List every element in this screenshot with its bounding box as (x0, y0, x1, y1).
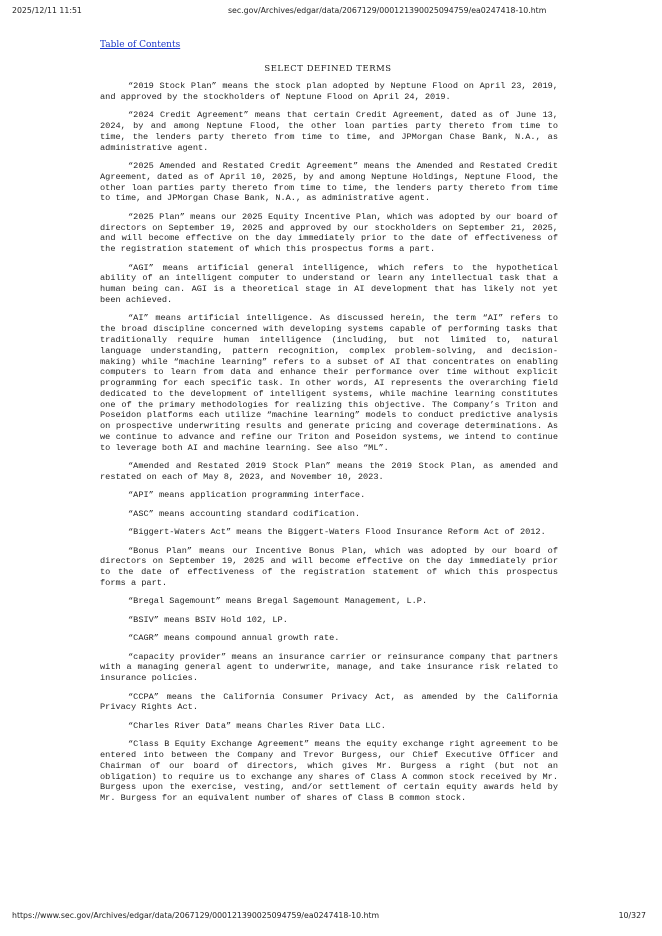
print-datetime: 2025/12/11 11:51 (12, 6, 82, 15)
definition-bsiv: “BSIV” means BSIV Hold 102, LP. (128, 614, 288, 625)
table-of-contents-link[interactable]: Table of Contents (100, 40, 181, 50)
definition-2025-plan: “2025 Plan” means our 2025 Equity Incentive Plan, which was adopted by our board of directors on September 19, 2025 and approved by our stockholders on September 21, 2025, and will become effective on the day immediately prior to the date of effectiveness of the registration statement of which this prospectus forms a part. (100, 211, 558, 255)
definition-bonus-plan: “Bonus Plan” means our Incentive Bonus Plan, which was adopted by our board of directors on September 19, 2025 and will become effective on the day immediately prior to the date of effectiveness of the registration statement of which this prospectus forms a part. (100, 545, 558, 589)
definition-asc: “ASC” means accounting standard codification. (128, 508, 361, 519)
definition-ccpa: “CCPA” means the California Consumer Privacy Act, as amended by the California Privacy Rights Act. (100, 691, 558, 713)
print-page-counter: 10/327 (618, 911, 646, 920)
definition-capacity-provider: “capacity provider” means an insurance carrier or reinsurance company that partners with a managing general agent to underwrite, manage, and take insurance risk related to insurance policies. (100, 651, 558, 684)
definition-cagr: “CAGR” means compound annual growth rate. (128, 633, 340, 644)
definition-2025-amended-credit-agreement: “2025 Amended and Restated Credit Agreement” means the Amended and Restated Credit Agreement, dated as of April 10, 2025, by and among Neptune Holdings, Neptune Flood, the other loan parties party thereto from time to time, the lenders party thereto from time to time, and JPMorgan Chase Bank, N.A., as administrative agent. (100, 160, 558, 204)
definitions-list (100, 81, 558, 812)
definition-charles-river-data: “Charles River Data” means Charles River Data LLC. (128, 720, 386, 731)
print-page-url: sec.gov/Archives/edgar/data/2067129/000121390025094759/ea0247418-10.htm (228, 6, 547, 15)
definition-class-b-equity-exchange: “Class B Equity Exchange Agreement” means the equity exchange right agreement to be entered into between the Company and Trevor Burgess, our Chief Executive Officer and Chairman of our board of directors, which gives Mr. Burgess a right (but not an obligation) to require us to exchange any shares of Class A common stock received by Mr. Burgess upon the exercise, vesting, and/or settlement of certain equity awards held by Mr. Burgess for an equivalent number of shares of Class B common stock. (100, 739, 558, 804)
definition-api: “API” means application programming interface. (128, 490, 366, 501)
definition-amended-2019-stock-plan: “Amended and Restated 2019 Stock Plan” means the 2019 Stock Plan, as amended and restated on each of May 8, 2023, and November 10, 2023. (100, 461, 558, 483)
section-title: SELECT DEFINED TERMS (264, 63, 392, 73)
definition-ai: “AI” means artificial intelligence. As discussed herein, the term “AI” refers to the broad discipline concerned with developing systems capable of performing tasks that traditionally require human intelligence (including, but not limited to, natural language understanding, pattern recognition, complex problem-solving, and decision-making) while “machine learning” refers to a subset of AI that concentrates on enabling computers to learn from data and enhance their performance over time without explicit programming for each specific task. In other words, AI represents the overarching field dedicated to the development of intelligent systems, while machine learning constitutes one of the primary methodologies for realizing this objective. The Company’s Triton and Poseidon platforms each utilize “machine learning” models to conduct predictive analysis on prospective underwriting results and generate pricing and coverage determinations. As we continue to advance and refine our Triton and Poseidon systems, we intend to continue to leverage both AI and machine learning. See also “ML”. (100, 313, 558, 453)
definition-2019-stock-plan: “2019 Stock Plan” means the stock plan adopted by Neptune Flood on April 23, 2019, and approved by the stockholders of Neptune Flood on April 24, 2019. (100, 81, 558, 102)
definition-bregal-sagemount: “Bregal Sagemount” means Bregal Sagemount Management, L.P. (128, 596, 428, 607)
definition-2024-credit-agreement: “2024 Credit Agreement” means that certain Credit Agreement, dated as of June 13, 2024, by and among Neptune Flood, the other loan parties party thereto from time to time, the lenders party thereto from time to time, and JPMorgan Chase Bank, N.A., as administrative agent. (100, 110, 558, 153)
definition-agi: “AGI” means artificial general intelligence, which refers to the hypothetical ability of an intelligent computer to understand or learn any intellectual task that a human being can. AGI is a theoretical stage in AI development that has likely not yet been achieved. (100, 262, 558, 305)
definition-biggert-waters-act: “Biggert-Waters Act” means the Biggert-Waters Flood Insurance Reform Act of 2012. (128, 527, 546, 538)
print-full-url: https://www.sec.gov/Archives/edgar/data/2067129/000121390025094759/ea0247418-10.htm (12, 911, 380, 920)
